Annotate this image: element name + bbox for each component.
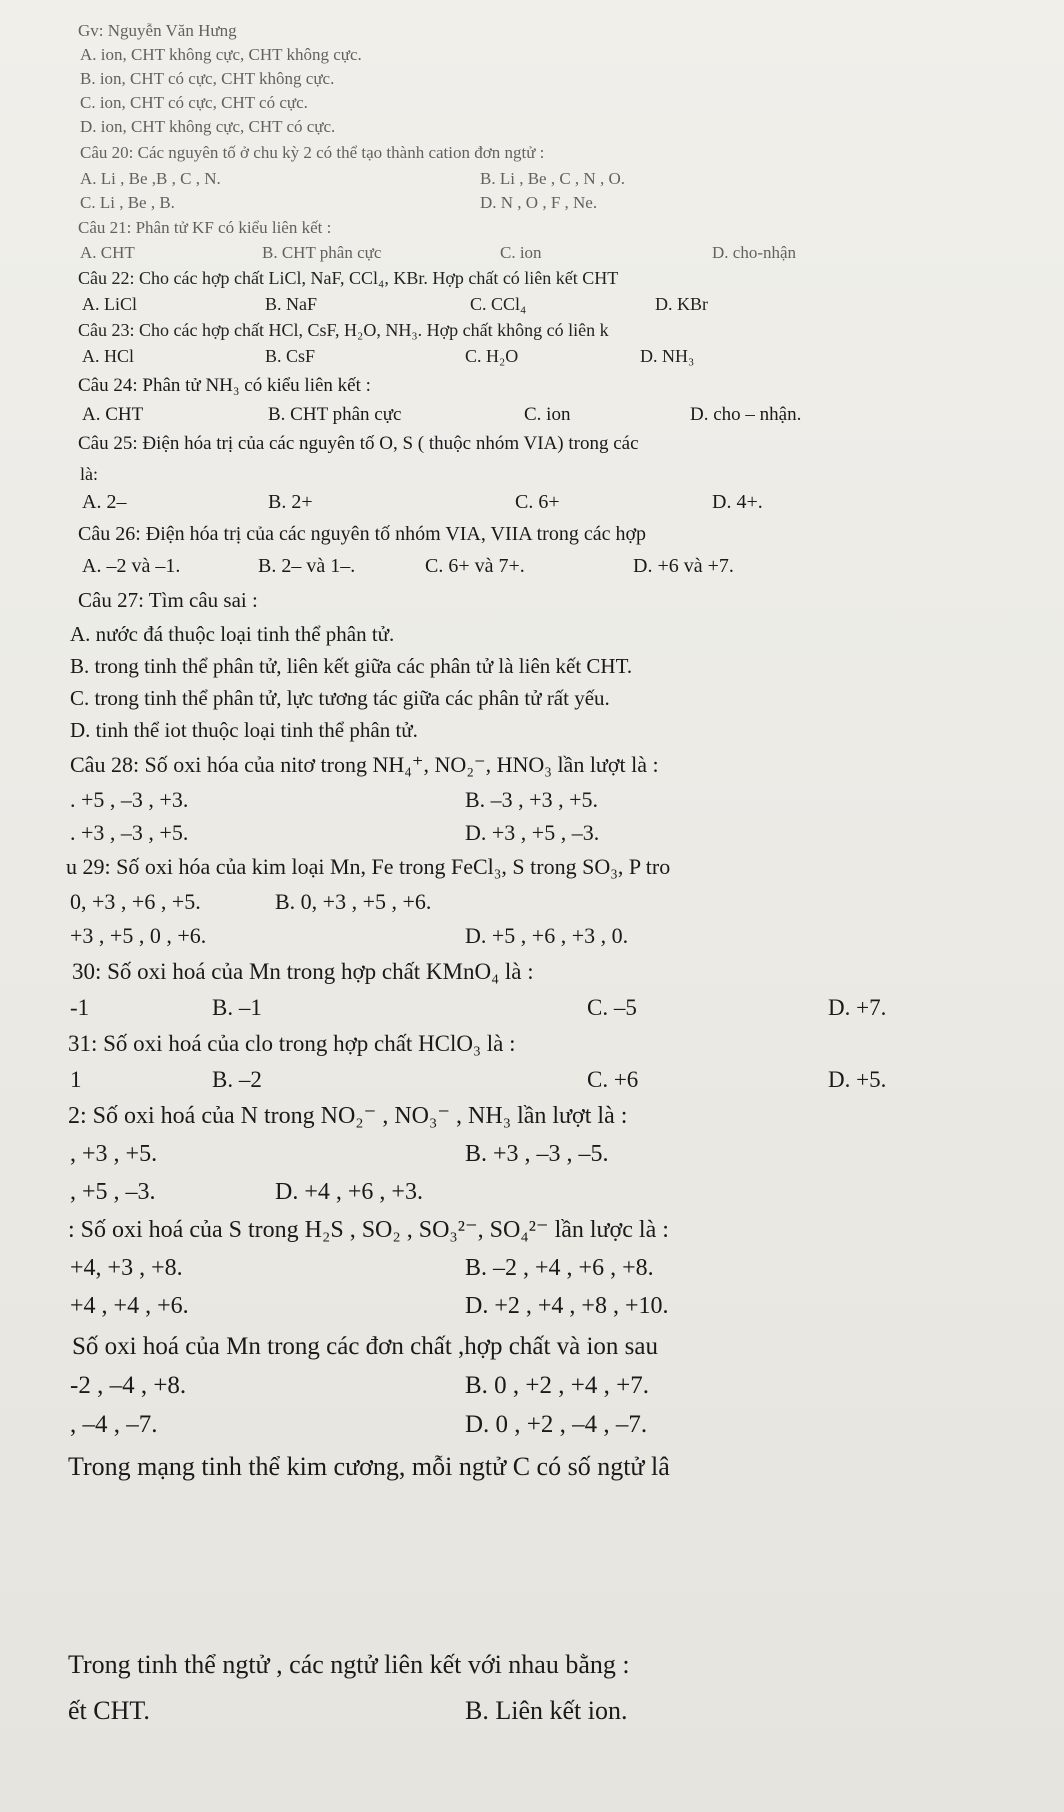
q30-option-c: C. –5 <box>587 995 637 1020</box>
q23-option-c: C. H₂O <box>465 346 519 366</box>
q29-option-d: D. +5 , +6 , +3 , 0. <box>465 923 629 948</box>
q36-stem: Trong tinh thể ngtử , các ngtử liên kết với nhau bằng : <box>68 1650 630 1679</box>
q23-option-a: A. HCl <box>82 346 135 366</box>
q22-option-a: A. LiCl <box>82 294 138 314</box>
q32-option-d: D. +4 , +6 , +3. <box>275 1179 423 1205</box>
q25-option-a: A. 2– <box>82 491 127 513</box>
q34-stem: Số oxi hoá của Mn trong các đơn chất ,hợp chất và ion sau <box>72 1333 659 1360</box>
q30-stem: 30: Số oxi hoá của Mn trong hợp chất KMnO₄ là : <box>72 959 534 984</box>
q22-option-c: C. CCl₄ <box>470 294 527 314</box>
q23-option-b: B. CsF <box>265 346 316 366</box>
q19-option-a: A. ion, CHT không cực, CHT không cực. <box>80 45 362 64</box>
teacher-header: Gv: Nguyễn Văn Hưng <box>78 21 237 40</box>
q19-option-c: C. ion, CHT có cực, CHT có cực. <box>80 93 308 112</box>
q27-stem: Câu 27: Tìm câu sai : <box>78 588 258 612</box>
q32-option-c: , +5 , –3. <box>70 1179 156 1205</box>
q28-option-d: D. +3 , +5 , –3. <box>465 820 600 845</box>
q22-option-d: D. KBr <box>655 294 708 314</box>
q31-stem: 31: Số oxi hoá của clo trong hợp chất HClO₃ là : <box>68 1031 516 1056</box>
q27-option-c: C. trong tinh thể phân tử, lực tương tác giữa các phân tử rất yếu. <box>70 686 610 710</box>
q29-stem: u 29: Số oxi hóa của kim loại Mn, Fe trong FeCl₃, S trong SO₃, P tro <box>66 854 671 879</box>
q32-option-a: , +3 , +5. <box>70 1141 158 1167</box>
q19-option-d: D. ion, CHT không cực, CHT có cực. <box>80 117 336 136</box>
q24-option-a: A. CHT <box>82 404 144 425</box>
q26-option-b: B. 2– và 1–. <box>258 555 356 577</box>
q35-stem: Trong mạng tinh thể kim cương, mỗi ngtử C có số ngtử lâ <box>68 1452 670 1481</box>
q31-option-c: C. +6 <box>587 1067 639 1092</box>
q36-option-b: B. Liên kết ion. <box>465 1696 628 1725</box>
q26-option-d: D. +6 và +7. <box>633 555 734 577</box>
q21-option-b: B. CHT phân cực <box>262 243 382 262</box>
q26-option-c: C. 6+ và 7+. <box>425 555 525 577</box>
q25-stem: Câu 25: Điện hóa trị của các nguyên tố O, S ( thuộc nhóm VIA) trong các <box>78 433 639 454</box>
q21-option-a: A. CHT <box>80 243 135 262</box>
q19-option-b: B. ion, CHT có cực, CHT không cực. <box>80 69 335 88</box>
q20-option-b: B. Li , Be , C , N , O. <box>480 169 625 188</box>
q31-option-b: B. –2 <box>212 1067 262 1092</box>
q30-option-a: -1 <box>70 995 90 1020</box>
q28-stem: Câu 28: Số oxi hóa của nitơ trong NH₄⁺, NO₂⁻, HNO₃ lần lượt là : <box>70 752 659 777</box>
q20-option-a: A. Li , Be ,B , C , N. <box>80 169 221 188</box>
q21-stem: Câu 21: Phân tử KF có kiểu liên kết : <box>78 218 332 237</box>
q33-option-c: +4 , +4 , +6. <box>70 1293 189 1319</box>
q24-option-b: B. CHT phân cực <box>268 404 402 425</box>
q20-option-c: C. Li , Be , B. <box>80 193 175 212</box>
q31-option-a: 1 <box>70 1067 82 1092</box>
q31-option-d: D. +5. <box>828 1067 887 1092</box>
q25-option-d: D. 4+. <box>712 491 763 513</box>
q27-option-d: D. tinh thể iot thuộc loại tinh thể phân tử. <box>70 718 418 742</box>
q22-option-b: B. NaF <box>265 294 318 314</box>
q25-option-c: C. 6+ <box>515 491 560 513</box>
q29-option-b: B. 0, +3 , +5 , +6. <box>275 889 432 914</box>
q25-stem-cont: là: <box>80 464 98 484</box>
q33-option-d: D. +2 , +4 , +8 , +10. <box>465 1293 669 1319</box>
q33-option-b: B. –2 , +4 , +6 , +8. <box>465 1255 654 1281</box>
q26-stem: Câu 26: Điện hóa trị của các nguyên tố nhóm VIA, VIIA trong các hợp <box>78 523 647 545</box>
q28-option-a: . +5 , –3 , +3. <box>70 787 189 812</box>
q29-option-a: 0, +3 , +6 , +5. <box>70 889 201 914</box>
q32-option-b: B. +3 , –3 , –5. <box>465 1141 609 1167</box>
q21-option-d: D. cho-nhận <box>712 243 797 262</box>
q24-option-c: C. ion <box>524 404 571 425</box>
q34-option-b: B. 0 , +2 , +4 , +7. <box>465 1372 649 1399</box>
q34-option-c: , –4 , –7. <box>70 1411 158 1438</box>
q29-option-c: +3 , +5 , 0 , +6. <box>70 923 207 948</box>
q26-option-a: A. –2 và –1. <box>82 555 181 577</box>
q34-option-d: D. 0 , +2 , –4 , –7. <box>465 1411 648 1438</box>
q30-option-d: D. +7. <box>828 995 887 1020</box>
q20-option-d: D. N , O , F , Ne. <box>480 193 598 212</box>
q23-option-d: D. NH₃ <box>640 346 695 366</box>
q23-stem: Câu 23: Cho các hợp chất HCl, CsF, H₂O, NH₃. Hợp chất không có liên k <box>78 320 609 340</box>
q24-option-d: D. cho – nhận. <box>690 404 802 425</box>
q27-option-b: B. trong tinh thể phân tử, liên kết giữa các phân tử là liên kết CHT. <box>70 654 633 678</box>
q22-stem: Câu 22: Cho các hợp chất LiCl, NaF, CCl₄, KBr. Hợp chất có liên kết CHT <box>78 268 619 288</box>
q32-stem: 2: Số oxi hoá của N trong NO₂⁻ , NO₃⁻ , NH₃ lần lượt là : <box>68 1103 628 1129</box>
q25-option-b: B. 2+ <box>268 491 313 513</box>
q33-stem: : Số oxi hoá của S trong H₂S , SO₂ , SO₃²⁻, SO₄²⁻ lần lược là : <box>68 1217 669 1243</box>
q20-stem: Câu 20: Các nguyên tố ở chu kỳ 2 có thể tạo thành cation đơn ngtử : <box>80 143 545 162</box>
q30-option-b: B. –1 <box>212 995 262 1020</box>
q24-stem: Câu 24: Phân tử NH₃ có kiểu liên kết : <box>78 375 371 396</box>
q28-option-b: B. –3 , +3 , +5. <box>465 787 598 812</box>
q36-option-a: ết CHT. <box>68 1696 150 1725</box>
q34-option-a: -2 , –4 , +8. <box>70 1372 187 1399</box>
q28-option-c: . +3 , –3 , +5. <box>70 820 189 845</box>
q33-option-a: +4, +3 , +8. <box>70 1255 183 1281</box>
q27-option-a: A. nước đá thuộc loại tinh thể phân tử. <box>70 622 395 646</box>
q21-option-c: C. ion <box>500 243 542 262</box>
